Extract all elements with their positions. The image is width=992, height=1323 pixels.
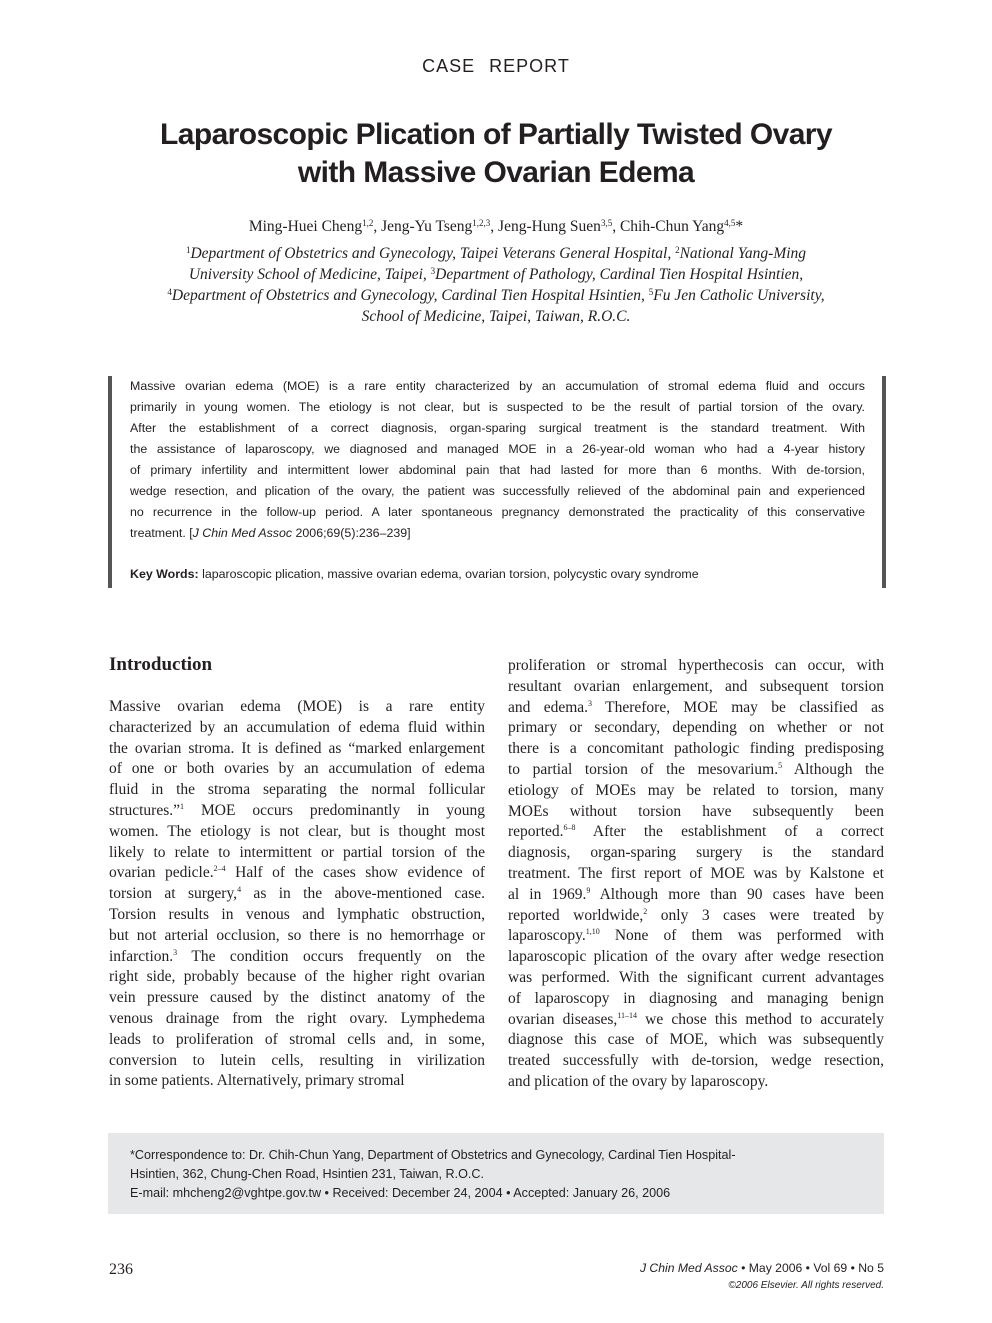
body-text-line: conversion to lutein cells, resulting in virilization (109, 1051, 485, 1069)
correspondence-line: *Correspondence to: Dr. Chih-Chun Yang, Department of Obstetrics and Gynecology, Cardinal Tien Hospital- (130, 1148, 736, 1162)
body-text-line: characterized by an accumulation of edema fluid within (109, 718, 485, 736)
body-text-line: ovarian pedicle.$^{2-4}$ Half of the cases show evidence of (109, 864, 485, 882)
section-label: CASE REPORT (422, 56, 570, 76)
affiliation-line (96, 264, 896, 285)
affiliation-sup: 2 (675, 245, 680, 255)
body-text-line: diagnose this case of MOE, which was subsequently (508, 1031, 884, 1049)
body-text-line: diagnosis, organ-sparing surgery is the standard (508, 844, 884, 862)
body-text-line: but not arterial occlusion, so there is no hemorrhage or (109, 926, 485, 944)
affiliation-text: University School of Medicine, Taipei, (188, 266, 431, 283)
body-text-line: laparoscopic plication of the ovary after wedge resection (508, 948, 884, 966)
body-text-line: was performed. With the significant current advantages (508, 968, 884, 986)
affiliation-text: Fu Jen Catholic University, (653, 287, 825, 304)
correspondence-line: E-mail: mhcheng2@vghtpe.gov.tw • Received: December 24, 2004 • Accepted: January 26, 2006 (130, 1186, 671, 1200)
abstract-line: no recurrence in the follow-up period. A later spontaneous pregnancy demonstrated the practicality of this conservative (130, 505, 865, 519)
body-text-line: Massive ovarian edema (MOE) is a rare entity (109, 698, 485, 715)
abstract-line: the assistance of laparoscopy, we diagnosed and managed MOE in a 26-year-old woman who had a 4-year history (130, 442, 865, 456)
author-name: Chih-Chun Yang (619, 218, 725, 235)
citation-ref: 6–8 (563, 823, 576, 833)
affiliation-text: Department of Pathology, Cardinal Tien Hospital Hsintien, (435, 266, 804, 283)
author-affiliation-sup: 1,2,3 (472, 218, 491, 228)
author-name: Jeng-Hung Suen (498, 218, 601, 235)
abstract-box (108, 376, 886, 588)
keywords (130, 565, 865, 583)
citation-ref: 4 (237, 885, 242, 895)
body-text-line: resultant ovarian enlargement, and subsequent torsion (508, 677, 884, 695)
body-text-line: the ovarian stroma. It is defined as “marked enlargement (109, 739, 485, 757)
affiliation-sup: 5 (648, 287, 654, 297)
body-text-line: laparoscopy.$^{1,10}$ None of them was performed with (508, 927, 884, 945)
body-text-line: to partial torsion of the mesovarium.$^5$ Although the (508, 760, 884, 778)
abstract-line: primarily in young women. The etiology is not clear, but is suspected to be the result of partial torsion of the ovary. (130, 400, 865, 414)
journal-issue: • May 2006 • Vol 69 • No 5 (737, 1261, 884, 1275)
citation-ref: 2–4 (213, 864, 226, 874)
body-text-line: there is a concomitant pathologic finding predisposing (508, 740, 884, 758)
body-text-line: treated successfully with de-torsion, wedge resection, (508, 1052, 884, 1070)
body-text-line: in some patients. Alternatively, primary stromal (109, 1072, 405, 1090)
keywords-list: laparoscopic plication, massive ovarian edema, ovarian torsion, polycystic ovary syndrome (202, 567, 699, 581)
author-separator: , (373, 218, 382, 235)
body-text-line: venous drainage from the right ovary. Lymphedema (109, 1009, 485, 1027)
body-text-line: proliferation or stromal hyperthecosis can occur, with (508, 657, 884, 674)
author-name: Ming-Huei Cheng (248, 218, 363, 235)
body-text-line: MOEs without torsion have subsequently been (508, 802, 884, 820)
keywords-label: Key Words: (130, 567, 199, 581)
author-separator: , (490, 218, 499, 235)
article-title (96, 116, 896, 192)
abstract-line-citation (130, 523, 865, 544)
correspondence-box (108, 1133, 884, 1214)
body-text-line: primary or secondary, depending on whether or not (508, 719, 884, 737)
affiliation-line: School of Medicine, Taipei, Taiwan, R.O.C. (361, 308, 631, 325)
body-text-line: vein pressure caused by the distinct anatomy of the (109, 989, 485, 1007)
affiliations (96, 243, 896, 327)
affiliation-line (96, 285, 896, 306)
citation-details: 2006;69(5):236–239] (292, 526, 411, 540)
abstract-line: of primary infertility and intermittent lower abdominal pain that had lasted for more than 6 months. With de-torsion, (130, 463, 865, 477)
citation-ref: 3 (173, 947, 178, 957)
body-text-line: women. The etiology is not clear, but is thought most (109, 822, 485, 840)
author-affiliation-sup: 3,5 (600, 218, 613, 228)
citation-ref: 2 (643, 906, 648, 916)
body-text-line: ovarian diseases,$^{11-14}$ we chose this method to accurately (508, 1010, 884, 1028)
author-name: Jeng-Yu Tseng (381, 218, 473, 235)
body-text-line: and plication of the ovary by laparoscopy. (508, 1072, 769, 1090)
body-text-line: fluid in the stroma separating the normal follicular (109, 781, 485, 799)
citation-ref: 9 (586, 885, 591, 895)
citation-ref: 1,10 (585, 927, 600, 937)
correspondence-line: Hsintien, 362, Chung-Chen Road, Hsintien 231, Taiwan, R.O.C. (130, 1167, 484, 1181)
author-affiliation-sup: 1,2 (362, 218, 374, 228)
body-text-line: leads to proliferation of stromal cells and, in some, (109, 1030, 485, 1048)
affiliation-text: Department of Obstetrics and Gynecology, Cardinal Tien Hospital Hsintien, (171, 287, 649, 304)
citation-ref: 11–14 (617, 1010, 638, 1020)
body-text-line: torsion at surgery,$^4$ as in the above-mentioned case. (109, 885, 485, 903)
body-text-line: and edema.$^3$ Therefore, MOE may be classified as (508, 698, 884, 716)
journal-info (640, 1261, 884, 1275)
body-column-left (109, 697, 485, 1092)
title-line-1: Laparoscopic Plication of Partially Twisted Ovary (160, 118, 832, 151)
body-text-line: likely to relate to intermittent or partial torsion of the (109, 843, 485, 861)
affiliation-sup: 4 (167, 287, 172, 297)
title-line-2: with Massive Ovarian Edema (297, 156, 695, 189)
journal-name: J Chin Med Assoc (639, 1261, 738, 1275)
correspondence-text (130, 1146, 870, 1203)
body-text-line: treatment. The first report of MOE was by Kalstone et (508, 864, 884, 882)
body-column-right (508, 656, 884, 1093)
body-text-line: of laparoscopy in diagnosing and managing benign (508, 989, 884, 1007)
body-text-line: of one or both ovaries by an accumulation of edema (109, 760, 485, 778)
author-list (96, 218, 896, 236)
abstract-text (130, 376, 865, 544)
citation-journal: J Chin Med Assoc (192, 526, 293, 540)
section-heading-introduction: Introduction (109, 654, 213, 675)
page-number: 236 (109, 1261, 133, 1278)
abstract-line: Massive ovarian edema (MOE) is a rare entity characterized by an accumulation of stromal edema fluid and occurs (130, 379, 865, 393)
citation-ref: 1 (180, 801, 185, 811)
body-text-line: etiology of MOEs may be related to torsion, many (508, 781, 884, 799)
body-text-line: Torsion results in venous and lymphatic obstruction, (109, 905, 485, 923)
corresponding-author-mark: * (735, 218, 744, 235)
affiliation-line (96, 243, 896, 264)
affiliation-sup: 1 (185, 245, 191, 255)
citation-ref: 5 (778, 760, 783, 770)
body-text-line: infarction.$^3$ The condition occurs frequently on the (109, 947, 485, 965)
body-text-line: structures.”$^1$ MOE occurs predominantly in young (109, 801, 485, 819)
copyright-notice: ©2006 Elsevier. All rights reserved. (728, 1280, 884, 1291)
body-text-line: right side, probably because of the higher right ovarian (109, 968, 485, 986)
abstract-last-text: treatment. [ (130, 526, 193, 540)
citation-ref: 3 (588, 698, 593, 708)
affiliation-text: National Yang-Ming (679, 245, 807, 262)
abstract-line: After the establishment of a correct diagnosis, organ-sparing surgical treatment is the standard treatment. With (130, 421, 865, 435)
author-separator: , (612, 218, 620, 235)
body-text-line: reported.$^{6-8}$ After the establishment of a correct (508, 823, 884, 841)
abstract-line: wedge resection, and plication of the ovary, the patient was successfully relieved of the abdominal pain and experienced (130, 484, 865, 498)
affiliation-sup: 3 (430, 266, 436, 276)
body-text-line: al in 1969.$^9$ Although more than 90 cases have been (508, 885, 884, 903)
body-text-line: reported worldwide,$^2$ only 3 cases were treated by (508, 906, 884, 924)
author-affiliation-sup: 4,5 (724, 218, 736, 228)
affiliation-text: Department of Obstetrics and Gynecology, Taipei Veterans General Hospital, (190, 245, 676, 262)
